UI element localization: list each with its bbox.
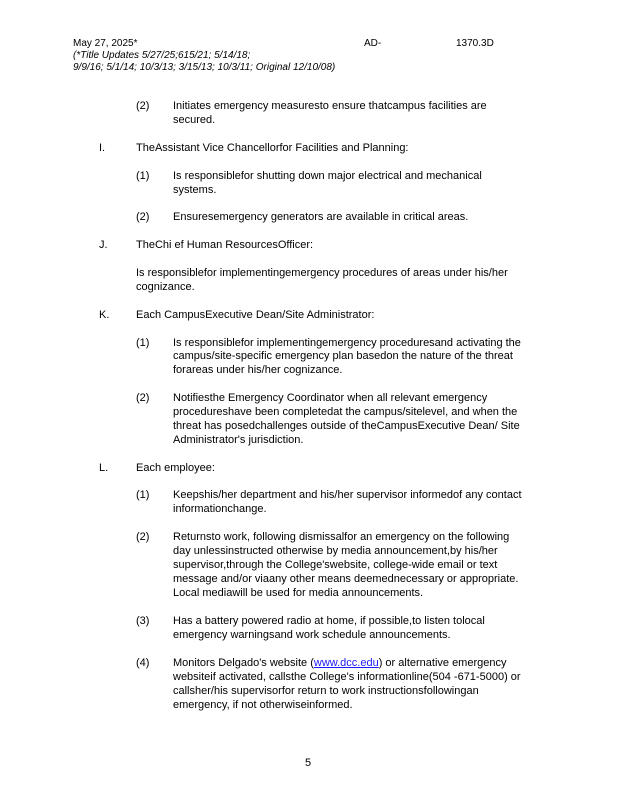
header-updates-line1: (*Title Updates 5/27/25;615/21; 5/14/18; bbox=[73, 50, 251, 61]
section-letter: L. bbox=[99, 462, 109, 474]
body-text: Is responsiblefor implementingemergency procedures of areas under his/her bbox=[136, 267, 508, 279]
list-item-text: procedureshave been completedat the campus/sitelevel, and when the bbox=[173, 406, 518, 418]
list-item-text: Initiates emergency measuresto ensure thatcampus facilities are bbox=[173, 100, 487, 112]
list-item-text: informationchange. bbox=[173, 503, 267, 515]
list-item-number: (2) bbox=[136, 100, 150, 112]
list-item-text: Is responsiblefor shutting down major electrical and mechanical bbox=[173, 170, 482, 182]
website-link[interactable]: www.dcc.edu bbox=[313, 657, 379, 669]
list-item-number: (3) bbox=[136, 615, 150, 627]
list-item-text: day unlessinstructed otherwise by media announcement,by his/her bbox=[173, 545, 498, 557]
list-item-text: Ensuresemergency generators are available in critical areas. bbox=[173, 211, 469, 223]
list-item-text-segment: Monitors Delgado's website ( bbox=[173, 657, 314, 669]
list-item-text: Is responsiblefor implementingemergency proceduresand activating the bbox=[173, 337, 521, 349]
section-letter: I. bbox=[99, 142, 106, 154]
list-item-text: message and/or viaany other means deemednecessary or appropriate. bbox=[173, 573, 519, 585]
list-item-text: websiteif activated, callsthe College's informationline(504 -671-5000) or bbox=[173, 671, 521, 683]
list-item-text: emergency, if not otherwiseinformed. bbox=[173, 699, 353, 711]
list-item-text: emergency warningsand work schedule announcements. bbox=[173, 629, 451, 641]
list-item-text: Keepshis/her department and his/her supervisor informedof any contact bbox=[173, 489, 522, 501]
list-item-text: forareas under his/her cognizance. bbox=[173, 364, 343, 376]
header-date: May 27, 2025* bbox=[73, 38, 138, 49]
list-item-text: supervisor,through the College'swebsite, college-wide email or text bbox=[173, 559, 498, 571]
header-policy-number: 1370.3D bbox=[456, 38, 494, 49]
list-item-text: Has a battery powered radio at home, if possible,to listen tolocal bbox=[173, 615, 485, 627]
list-item-text: secured. bbox=[173, 114, 216, 126]
section-letter: J. bbox=[99, 239, 108, 251]
list-item-number: (2) bbox=[136, 392, 150, 404]
list-item-text: systems. bbox=[173, 184, 217, 196]
list-item-number: (1) bbox=[136, 170, 150, 182]
list-item-text: threat has posedchallenges outside of theCampusExecutive Dean/ Site bbox=[173, 420, 520, 432]
header-policy-prefix: AD- bbox=[364, 38, 382, 49]
list-item-text: callsher/his supervisorfor return to work instructionsfollowingan bbox=[173, 685, 479, 697]
section-title: Each CampusExecutive Dean/Site Administrator: bbox=[136, 309, 375, 321]
list-item-number: (1) bbox=[136, 337, 150, 349]
list-item-text: Notifiesthe Emergency Coordinator when all relevant emergency bbox=[173, 392, 488, 404]
list-item-text: Administrator's jurisdiction. bbox=[173, 434, 304, 446]
list-item-number: (4) bbox=[136, 657, 150, 669]
section-title: Each employee: bbox=[136, 462, 215, 474]
section-title: TheAssistant Vice Chancellorfor Facilities and Planning: bbox=[136, 142, 409, 154]
page-number: 5 bbox=[305, 757, 312, 769]
section-letter: K. bbox=[99, 309, 110, 321]
list-item-text: campus/site-specific emergency plan basedon the nature of the threat bbox=[173, 350, 513, 362]
body-text: cognizance. bbox=[136, 281, 195, 293]
section-title: TheChi ef Human ResourcesOfficer: bbox=[136, 239, 314, 251]
header-updates-line2: 9/9/16; 5/1/14; 10/3/13; 3/15/13; 10/3/11; Original 12/10/08) bbox=[73, 62, 336, 73]
list-item-text bbox=[173, 657, 506, 671]
list-item-text-segment: ) or alternative emergency bbox=[378, 657, 507, 669]
list-item-text: Local mediawill be used for media announcements. bbox=[173, 587, 424, 599]
list-item-number: (2) bbox=[136, 531, 150, 543]
list-item-number: (2) bbox=[136, 211, 150, 223]
list-item-text: Returnsto work, following dismissalfor an emergency on the following bbox=[173, 531, 510, 543]
list-item-number: (1) bbox=[136, 489, 150, 501]
